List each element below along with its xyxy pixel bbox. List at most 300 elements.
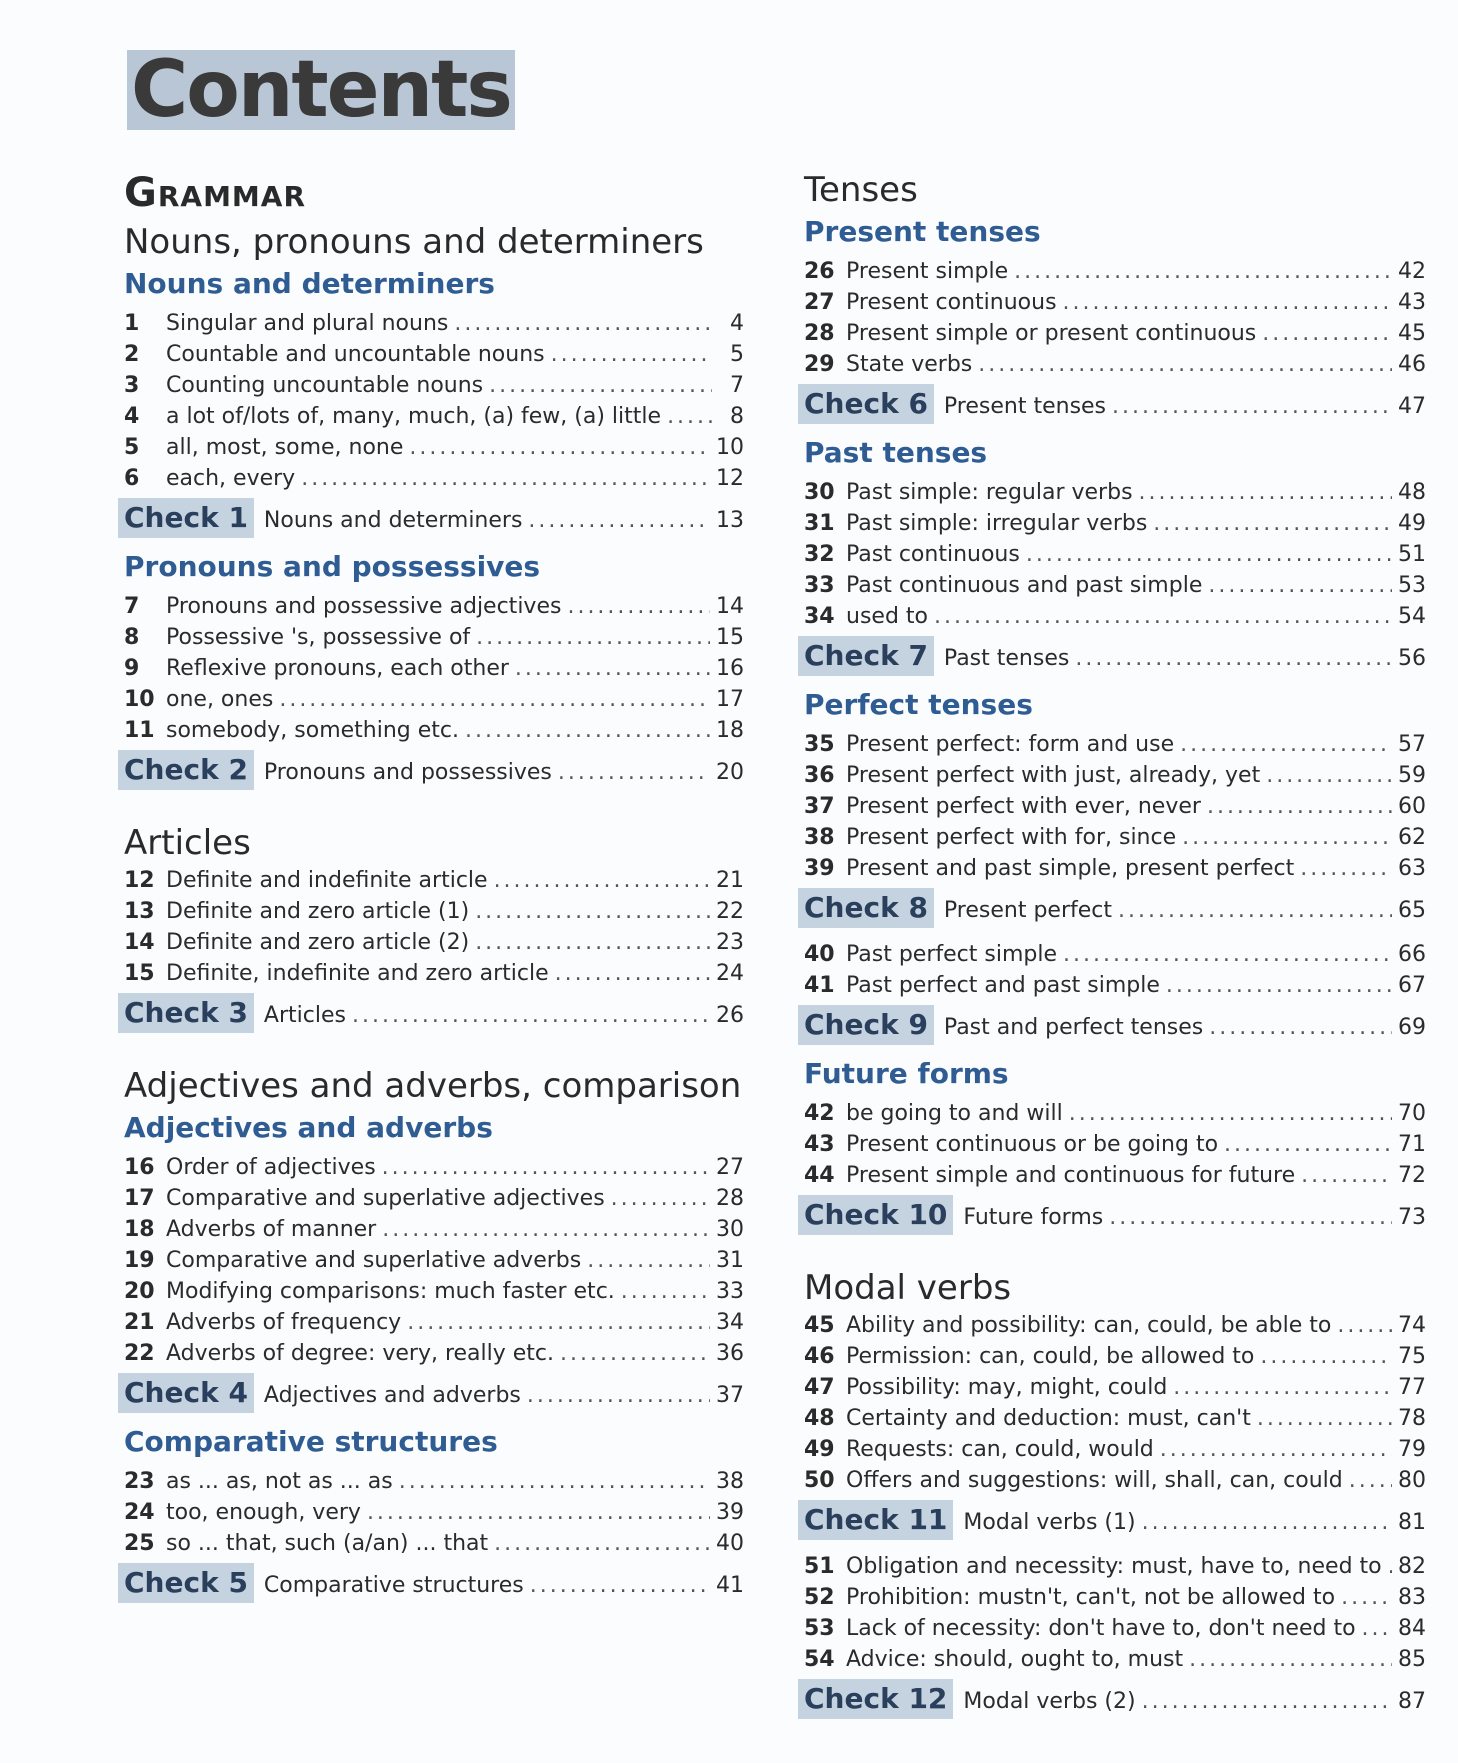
check-entry[interactable] — [798, 1500, 1426, 1543]
dot-leader — [1173, 1372, 1392, 1403]
unit-title: Present perfect with ever, never — [846, 794, 1201, 819]
unit-title: one, ones — [166, 687, 274, 712]
toc-entry[interactable] — [118, 1152, 744, 1183]
unit-title: a lot of/lots of, many, much, (a) few, (a) little — [166, 404, 662, 429]
unit-number: 43 — [804, 1132, 835, 1157]
check-entry[interactable] — [798, 888, 1426, 931]
unit-number: 5 — [124, 435, 140, 460]
dot-leader — [1337, 1310, 1392, 1341]
unit-number: 6 — [124, 466, 140, 491]
page-number: 87 — [1398, 1689, 1426, 1714]
toc-entry[interactable] — [798, 729, 1426, 760]
check-title: Past and perfect tenses — [943, 1015, 1204, 1040]
page-number: 12 — [716, 466, 744, 491]
dot-leader — [494, 865, 710, 896]
unit-number: 24 — [124, 1500, 155, 1525]
dot-leader — [1166, 970, 1392, 1001]
unit-number: 36 — [804, 763, 835, 788]
page-number: 39 — [716, 1500, 744, 1525]
toc-entry[interactable] — [118, 1466, 744, 1497]
unit-number: 2 — [124, 342, 140, 367]
toc-entry[interactable] — [118, 653, 744, 684]
dot-leader — [476, 622, 710, 653]
toc-entry[interactable] — [798, 1403, 1426, 1434]
dot-leader — [1075, 639, 1392, 679]
dot-leader — [382, 1214, 710, 1245]
page-number: 65 — [1398, 898, 1426, 923]
toc-entry[interactable] — [798, 508, 1426, 539]
dot-leader — [555, 958, 710, 989]
dot-leader — [1301, 1160, 1392, 1191]
dot-leader — [1160, 1434, 1392, 1465]
unit-title: Definite and zero article (1) — [166, 899, 470, 924]
unit-title: Present continuous — [846, 290, 1057, 315]
unit-number: 20 — [124, 1279, 155, 1304]
check-badge: Check 4 — [118, 1373, 254, 1413]
page-number: 80 — [1398, 1468, 1426, 1493]
toc-entry[interactable] — [798, 256, 1426, 287]
toc-entry[interactable] — [118, 1183, 744, 1214]
unit-number: 32 — [804, 542, 835, 567]
dot-leader — [611, 1183, 710, 1214]
toc-entry[interactable] — [798, 539, 1426, 570]
subsection-heading: Past tenses — [804, 436, 988, 469]
page-number: 13 — [716, 508, 744, 533]
dot-leader — [1109, 1198, 1392, 1238]
check-title: Modal verbs (1) — [963, 1510, 1136, 1535]
dot-leader — [558, 753, 710, 793]
unit-number: 25 — [124, 1531, 155, 1556]
toc-entry[interactable] — [118, 1276, 744, 1307]
dot-leader — [1139, 477, 1392, 508]
toc-entry[interactable] — [118, 927, 744, 958]
check-entry[interactable] — [798, 636, 1426, 679]
toc-entry[interactable] — [798, 318, 1426, 349]
dot-leader — [367, 1497, 710, 1528]
unit-title: somebody, something etc. — [166, 718, 460, 743]
dot-leader — [667, 401, 712, 432]
unit-title: Obligation and necessity: must, have to, need to — [846, 1554, 1382, 1579]
toc-entry[interactable] — [798, 1098, 1426, 1129]
toc-entry[interactable] — [118, 896, 744, 927]
toc-entry[interactable] — [798, 1310, 1426, 1341]
unit-number: 1 — [124, 311, 140, 336]
dot-leader — [407, 1307, 710, 1338]
unit-title: each, every — [166, 466, 296, 491]
page-number: 20 — [716, 760, 744, 785]
unit-number: 51 — [804, 1554, 835, 1579]
unit-title: Requests: can, could, would — [846, 1437, 1154, 1462]
subsection-heading: Comparative structures — [124, 1425, 498, 1458]
page-number: 38 — [716, 1469, 744, 1494]
toc-entry[interactable] — [798, 1341, 1426, 1372]
unit-number: 49 — [804, 1437, 835, 1462]
unit-title: Past perfect simple — [846, 942, 1057, 967]
unit-title: Comparative and superlative adverbs — [166, 1248, 582, 1273]
check-entry[interactable] — [118, 993, 744, 1036]
page-number: 81 — [1398, 1510, 1426, 1535]
page-number: 26 — [716, 1003, 744, 1028]
page-number: 22 — [716, 899, 744, 924]
page-number: 5 — [730, 342, 744, 367]
toc-entry[interactable] — [798, 1551, 1426, 1582]
check-badge: Check 7 — [798, 636, 934, 676]
dot-leader — [409, 432, 710, 463]
section-heading: Adjectives and adverbs, comparison — [124, 1066, 742, 1106]
page-number: 18 — [716, 718, 744, 743]
unit-number: 30 — [804, 480, 835, 505]
check-entry[interactable] — [798, 1005, 1426, 1048]
toc-entry[interactable] — [798, 791, 1426, 822]
check-title: Present perfect — [943, 898, 1113, 923]
unit-title: Past continuous — [846, 542, 1020, 567]
page-number: 75 — [1398, 1344, 1426, 1369]
unit-title: Order of adjectives — [166, 1155, 376, 1180]
check-badge: Check 6 — [798, 384, 934, 424]
page-number: 46 — [1398, 352, 1426, 377]
page-number: 21 — [716, 868, 744, 893]
unit-title: too, enough, very — [166, 1500, 361, 1525]
page-number: 30 — [716, 1217, 744, 1242]
toc-entry[interactable] — [118, 1307, 744, 1338]
page-number: 43 — [1398, 290, 1426, 315]
toc-entry[interactable] — [798, 349, 1426, 380]
page-number: 28 — [716, 1186, 744, 1211]
toc-entry[interactable] — [798, 570, 1426, 601]
page-number: 42 — [1398, 259, 1426, 284]
section-heading: Modal verbs — [804, 1268, 1012, 1308]
toc-entry[interactable] — [118, 958, 744, 989]
unit-number: 52 — [804, 1585, 835, 1610]
unit-title: Definite and indefinite article — [166, 868, 488, 893]
unit-title: Present simple or present continuous — [846, 321, 1257, 346]
page-number: 54 — [1398, 604, 1426, 629]
toc-entry[interactable] — [798, 1613, 1426, 1644]
check-badge: Check 1 — [118, 498, 254, 538]
unit-title: Lack of necessity: don't have to, don't need to — [846, 1616, 1356, 1641]
dot-leader — [1388, 1551, 1392, 1582]
page-number: 59 — [1398, 763, 1426, 788]
dot-leader — [1257, 1403, 1392, 1434]
page-number: 15 — [716, 625, 744, 650]
unit-number: 22 — [124, 1341, 155, 1366]
unit-title: Present continuous or be going to — [846, 1132, 1219, 1157]
unit-title: Adverbs of frequency — [166, 1310, 402, 1335]
dot-leader — [560, 1338, 710, 1369]
page-number: 82 — [1398, 1554, 1426, 1579]
page-number: 67 — [1398, 973, 1426, 998]
unit-number: 28 — [804, 321, 835, 346]
toc-entry[interactable] — [118, 339, 744, 370]
toc-entry[interactable] — [118, 463, 744, 494]
unit-number: 41 — [804, 973, 835, 998]
page-number: 49 — [1398, 511, 1426, 536]
page-number: 24 — [716, 961, 744, 986]
check-entry[interactable] — [118, 1373, 744, 1416]
toc-entry[interactable] — [798, 970, 1426, 1001]
unit-title: all, most, some, none — [166, 435, 404, 460]
dot-leader — [515, 653, 710, 684]
check-title: Future forms — [963, 1205, 1104, 1230]
check-title: Adjectives and adverbs — [263, 1383, 521, 1408]
toc-entry[interactable] — [118, 684, 744, 715]
dot-leader — [1349, 1465, 1392, 1496]
unit-number: 31 — [804, 511, 835, 536]
page-number: 27 — [716, 1155, 744, 1180]
unit-title: Prohibition: mustn't, can't, not be allowed to — [846, 1585, 1336, 1610]
unit-title: Counting uncountable nouns — [166, 373, 484, 398]
dot-leader — [352, 996, 710, 1036]
page-number: 48 — [1398, 480, 1426, 505]
unit-number: 27 — [804, 290, 835, 315]
unit-number: 33 — [804, 573, 835, 598]
toc-entry[interactable] — [798, 1160, 1426, 1191]
toc-entry[interactable] — [118, 432, 744, 463]
unit-title: Advice: should, ought to, must — [846, 1647, 1184, 1672]
toc-entry[interactable] — [118, 591, 744, 622]
toc-entry[interactable] — [118, 401, 744, 432]
check-entry[interactable] — [118, 498, 744, 541]
unit-number: 21 — [124, 1310, 155, 1335]
page-number: 71 — [1398, 1132, 1426, 1157]
toc-entry[interactable] — [798, 287, 1426, 318]
toc-entry[interactable] — [798, 822, 1426, 853]
dot-leader — [1112, 387, 1392, 427]
check-title: Articles — [263, 1003, 346, 1028]
check-badge: Check 5 — [118, 1563, 254, 1603]
dot-leader — [1118, 891, 1392, 931]
unit-number: 53 — [804, 1616, 835, 1641]
unit-title: Adverbs of degree: very, really etc. — [166, 1341, 555, 1366]
unit-title: Present perfect with just, already, yet — [846, 763, 1261, 788]
unit-title: Comparative and superlative adjectives — [166, 1186, 605, 1211]
page-number: 17 — [716, 687, 744, 712]
check-entry[interactable] — [118, 1563, 744, 1606]
dot-leader — [1142, 1503, 1392, 1543]
page-number: 45 — [1398, 321, 1426, 346]
toc-entry[interactable] — [118, 622, 744, 653]
dot-leader — [527, 1376, 710, 1416]
unit-number: 18 — [124, 1217, 155, 1242]
toc-entry[interactable] — [118, 865, 744, 896]
dot-leader — [621, 1276, 710, 1307]
page-number: 23 — [716, 930, 744, 955]
unit-number: 23 — [124, 1469, 155, 1494]
section-heading: Nouns, pronouns and determiners — [124, 222, 704, 262]
dot-leader — [1069, 1098, 1392, 1129]
dot-leader — [489, 370, 712, 401]
toc-entry[interactable] — [798, 1434, 1426, 1465]
subsection-heading: Adjectives and adverbs — [124, 1111, 493, 1144]
check-entry[interactable] — [798, 384, 1426, 427]
dot-leader — [1362, 1613, 1392, 1644]
page-number: 41 — [716, 1573, 744, 1598]
dot-leader — [551, 339, 712, 370]
dot-leader — [1182, 822, 1392, 853]
dot-leader — [1207, 791, 1392, 822]
check-badge: Check 10 — [798, 1195, 953, 1235]
unit-title: as ... as, not as ... as — [166, 1469, 393, 1494]
unit-number: 16 — [124, 1155, 155, 1180]
check-entry[interactable] — [798, 1195, 1426, 1238]
toc-entry[interactable] — [798, 1582, 1426, 1613]
dot-leader — [1209, 1008, 1392, 1048]
check-title: Nouns and determiners — [263, 508, 523, 533]
subsection-heading: Present tenses — [804, 215, 1041, 248]
unit-title: Past perfect and past simple — [846, 973, 1160, 998]
dot-leader — [465, 715, 710, 746]
unit-number: 26 — [804, 259, 835, 284]
page-number: 10 — [716, 435, 744, 460]
page-number: 74 — [1398, 1313, 1426, 1338]
unit-number: 29 — [804, 352, 835, 377]
page-number: 37 — [716, 1383, 744, 1408]
unit-number: 12 — [124, 868, 155, 893]
dot-leader — [1063, 287, 1392, 318]
unit-number: 34 — [804, 604, 835, 629]
left-column — [118, 170, 744, 1614]
unit-number: 48 — [804, 1406, 835, 1431]
unit-number: 4 — [124, 404, 140, 429]
page-number: 78 — [1398, 1406, 1426, 1431]
unit-title: Adverbs of manner — [166, 1217, 377, 1242]
unit-title: Pronouns and possessive adjectives — [166, 594, 562, 619]
check-title: Modal verbs (2) — [963, 1689, 1136, 1714]
check-badge: Check 3 — [118, 993, 254, 1033]
unit-title: be going to and will — [846, 1101, 1063, 1126]
check-title: Comparative structures — [263, 1573, 524, 1598]
dot-leader — [528, 501, 710, 541]
dot-leader — [1180, 729, 1392, 760]
page-number: 62 — [1398, 825, 1426, 850]
dot-leader — [1300, 853, 1392, 884]
dot-leader — [1341, 1582, 1392, 1613]
page-number: 4 — [730, 311, 744, 336]
page-number: 60 — [1398, 794, 1426, 819]
dot-leader — [1026, 539, 1392, 570]
unit-title: used to — [846, 604, 928, 629]
unit-title: Present and past simple, present perfect — [846, 856, 1295, 881]
unit-number: 7 — [124, 594, 140, 619]
page-number: 73 — [1398, 1205, 1426, 1230]
toc-entry[interactable] — [798, 1644, 1426, 1675]
dot-leader — [530, 1566, 710, 1606]
toc-entry[interactable] — [118, 715, 744, 746]
subsection-heading: Nouns and determiners — [124, 267, 495, 300]
subsection-heading: Pronouns and possessives — [124, 550, 541, 583]
check-entry[interactable] — [118, 750, 744, 793]
page-number: 66 — [1398, 942, 1426, 967]
dot-leader — [475, 927, 710, 958]
check-badge: Check 8 — [798, 888, 934, 928]
section-heading: Articles — [124, 823, 251, 863]
toc-entry[interactable] — [118, 370, 744, 401]
dot-leader — [1224, 1129, 1392, 1160]
toc-entry[interactable] — [118, 1338, 744, 1369]
dot-leader — [382, 1152, 710, 1183]
page-number: 8 — [730, 404, 744, 429]
unit-number: 40 — [804, 942, 835, 967]
page-number: 79 — [1398, 1437, 1426, 1462]
unit-number: 10 — [124, 687, 155, 712]
page-number: 14 — [716, 594, 744, 619]
unit-number: 8 — [124, 625, 140, 650]
toc-entry[interactable] — [798, 853, 1426, 884]
unit-title: so ... that, such (a/an) ... that — [166, 1531, 489, 1556]
unit-title: Present simple — [846, 259, 1009, 284]
unit-title: Present perfect with for, since — [846, 825, 1177, 850]
unit-number: 42 — [804, 1101, 835, 1126]
unit-number: 50 — [804, 1468, 835, 1493]
dot-leader — [1153, 508, 1392, 539]
unit-number: 46 — [804, 1344, 835, 1369]
dot-leader — [494, 1528, 710, 1559]
check-entry[interactable] — [798, 1679, 1426, 1722]
page-number: 31 — [716, 1248, 744, 1273]
toc-entry[interactable] — [798, 1465, 1426, 1496]
page-title: Contents — [127, 50, 515, 130]
toc-entry[interactable] — [118, 1214, 744, 1245]
toc-entry[interactable] — [798, 1129, 1426, 1160]
page-number: 47 — [1398, 394, 1426, 419]
page-number: 16 — [716, 656, 744, 681]
page-number: 69 — [1398, 1015, 1426, 1040]
dot-leader — [1266, 760, 1392, 791]
page-number: 70 — [1398, 1101, 1426, 1126]
toc-entry[interactable] — [798, 939, 1426, 970]
dot-leader — [454, 308, 712, 339]
toc-entry[interactable] — [118, 1528, 744, 1559]
dot-leader — [1260, 1341, 1392, 1372]
page-number: 7 — [730, 373, 744, 398]
toc-entry[interactable] — [118, 308, 744, 339]
unit-title: Countable and uncountable nouns — [166, 342, 545, 367]
dot-leader — [934, 601, 1392, 632]
unit-number: 35 — [804, 732, 835, 757]
unit-title: Permission: can, could, be allowed to — [846, 1344, 1255, 1369]
dot-leader — [1142, 1682, 1392, 1722]
page-number: 53 — [1398, 573, 1426, 598]
toc-entry[interactable] — [798, 601, 1426, 632]
unit-title: Present perfect: form and use — [846, 732, 1175, 757]
unit-title: Ability and possibility: can, could, be able to — [846, 1313, 1332, 1338]
unit-number: 44 — [804, 1163, 835, 1188]
check-badge: Check 2 — [118, 750, 254, 790]
toc-entry[interactable] — [798, 477, 1426, 508]
toc-entry[interactable] — [118, 1497, 744, 1528]
check-badge: Check 11 — [798, 1500, 953, 1540]
page-number: 51 — [1398, 542, 1426, 567]
check-title: Present tenses — [943, 394, 1107, 419]
toc-entry[interactable] — [798, 1372, 1426, 1403]
dot-leader — [399, 1466, 710, 1497]
unit-number: 9 — [124, 656, 140, 681]
unit-number: 45 — [804, 1313, 835, 1338]
toc-entry[interactable] — [798, 760, 1426, 791]
dot-leader — [301, 463, 710, 494]
page-number: 57 — [1398, 732, 1426, 757]
page-number: 36 — [716, 1341, 744, 1366]
toc-entry[interactable] — [118, 1245, 744, 1276]
check-title: Past tenses — [943, 646, 1070, 671]
unit-number: 17 — [124, 1186, 155, 1211]
unit-number: 38 — [804, 825, 835, 850]
dot-leader — [1063, 939, 1392, 970]
unit-number: 3 — [124, 373, 140, 398]
page-number: 40 — [716, 1531, 744, 1556]
unit-title: Singular and plural nouns — [166, 311, 449, 336]
unit-title: Definite, indefinite and zero article — [166, 961, 549, 986]
